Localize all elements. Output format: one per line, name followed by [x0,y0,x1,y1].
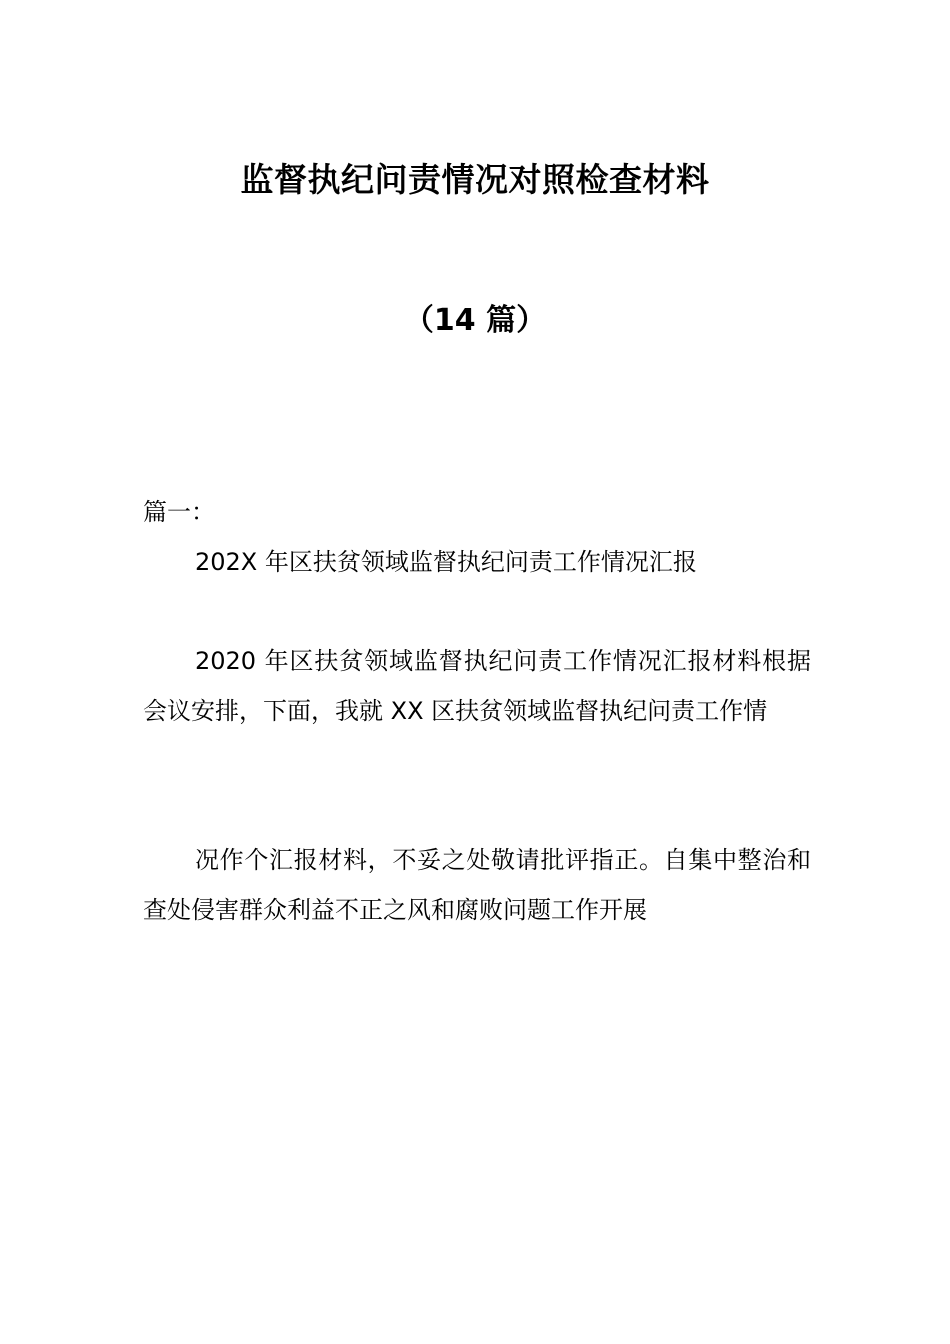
report-title: 202X 年区扶贫领域监督执纪问责工作情况汇报 [195,548,697,576]
document-title: 监督执纪问责情况对照检查材料 [240,160,710,199]
section-label: 篇一： [143,498,215,526]
body-paragraph: 况作个汇报材料，不妥之处敬请批评指正。自集中整治和查处侵害群众利益不正之风和腐败问题工作开展 [143,846,811,924]
document-subtitle: （14 篇） [403,303,547,338]
body-paragraph: 2020 年区扶贫领域监督执纪问责工作情况汇报材料根据会议安排，下面，我就 XX 区扶贫领域监督执纪问责工作情 [143,647,811,725]
